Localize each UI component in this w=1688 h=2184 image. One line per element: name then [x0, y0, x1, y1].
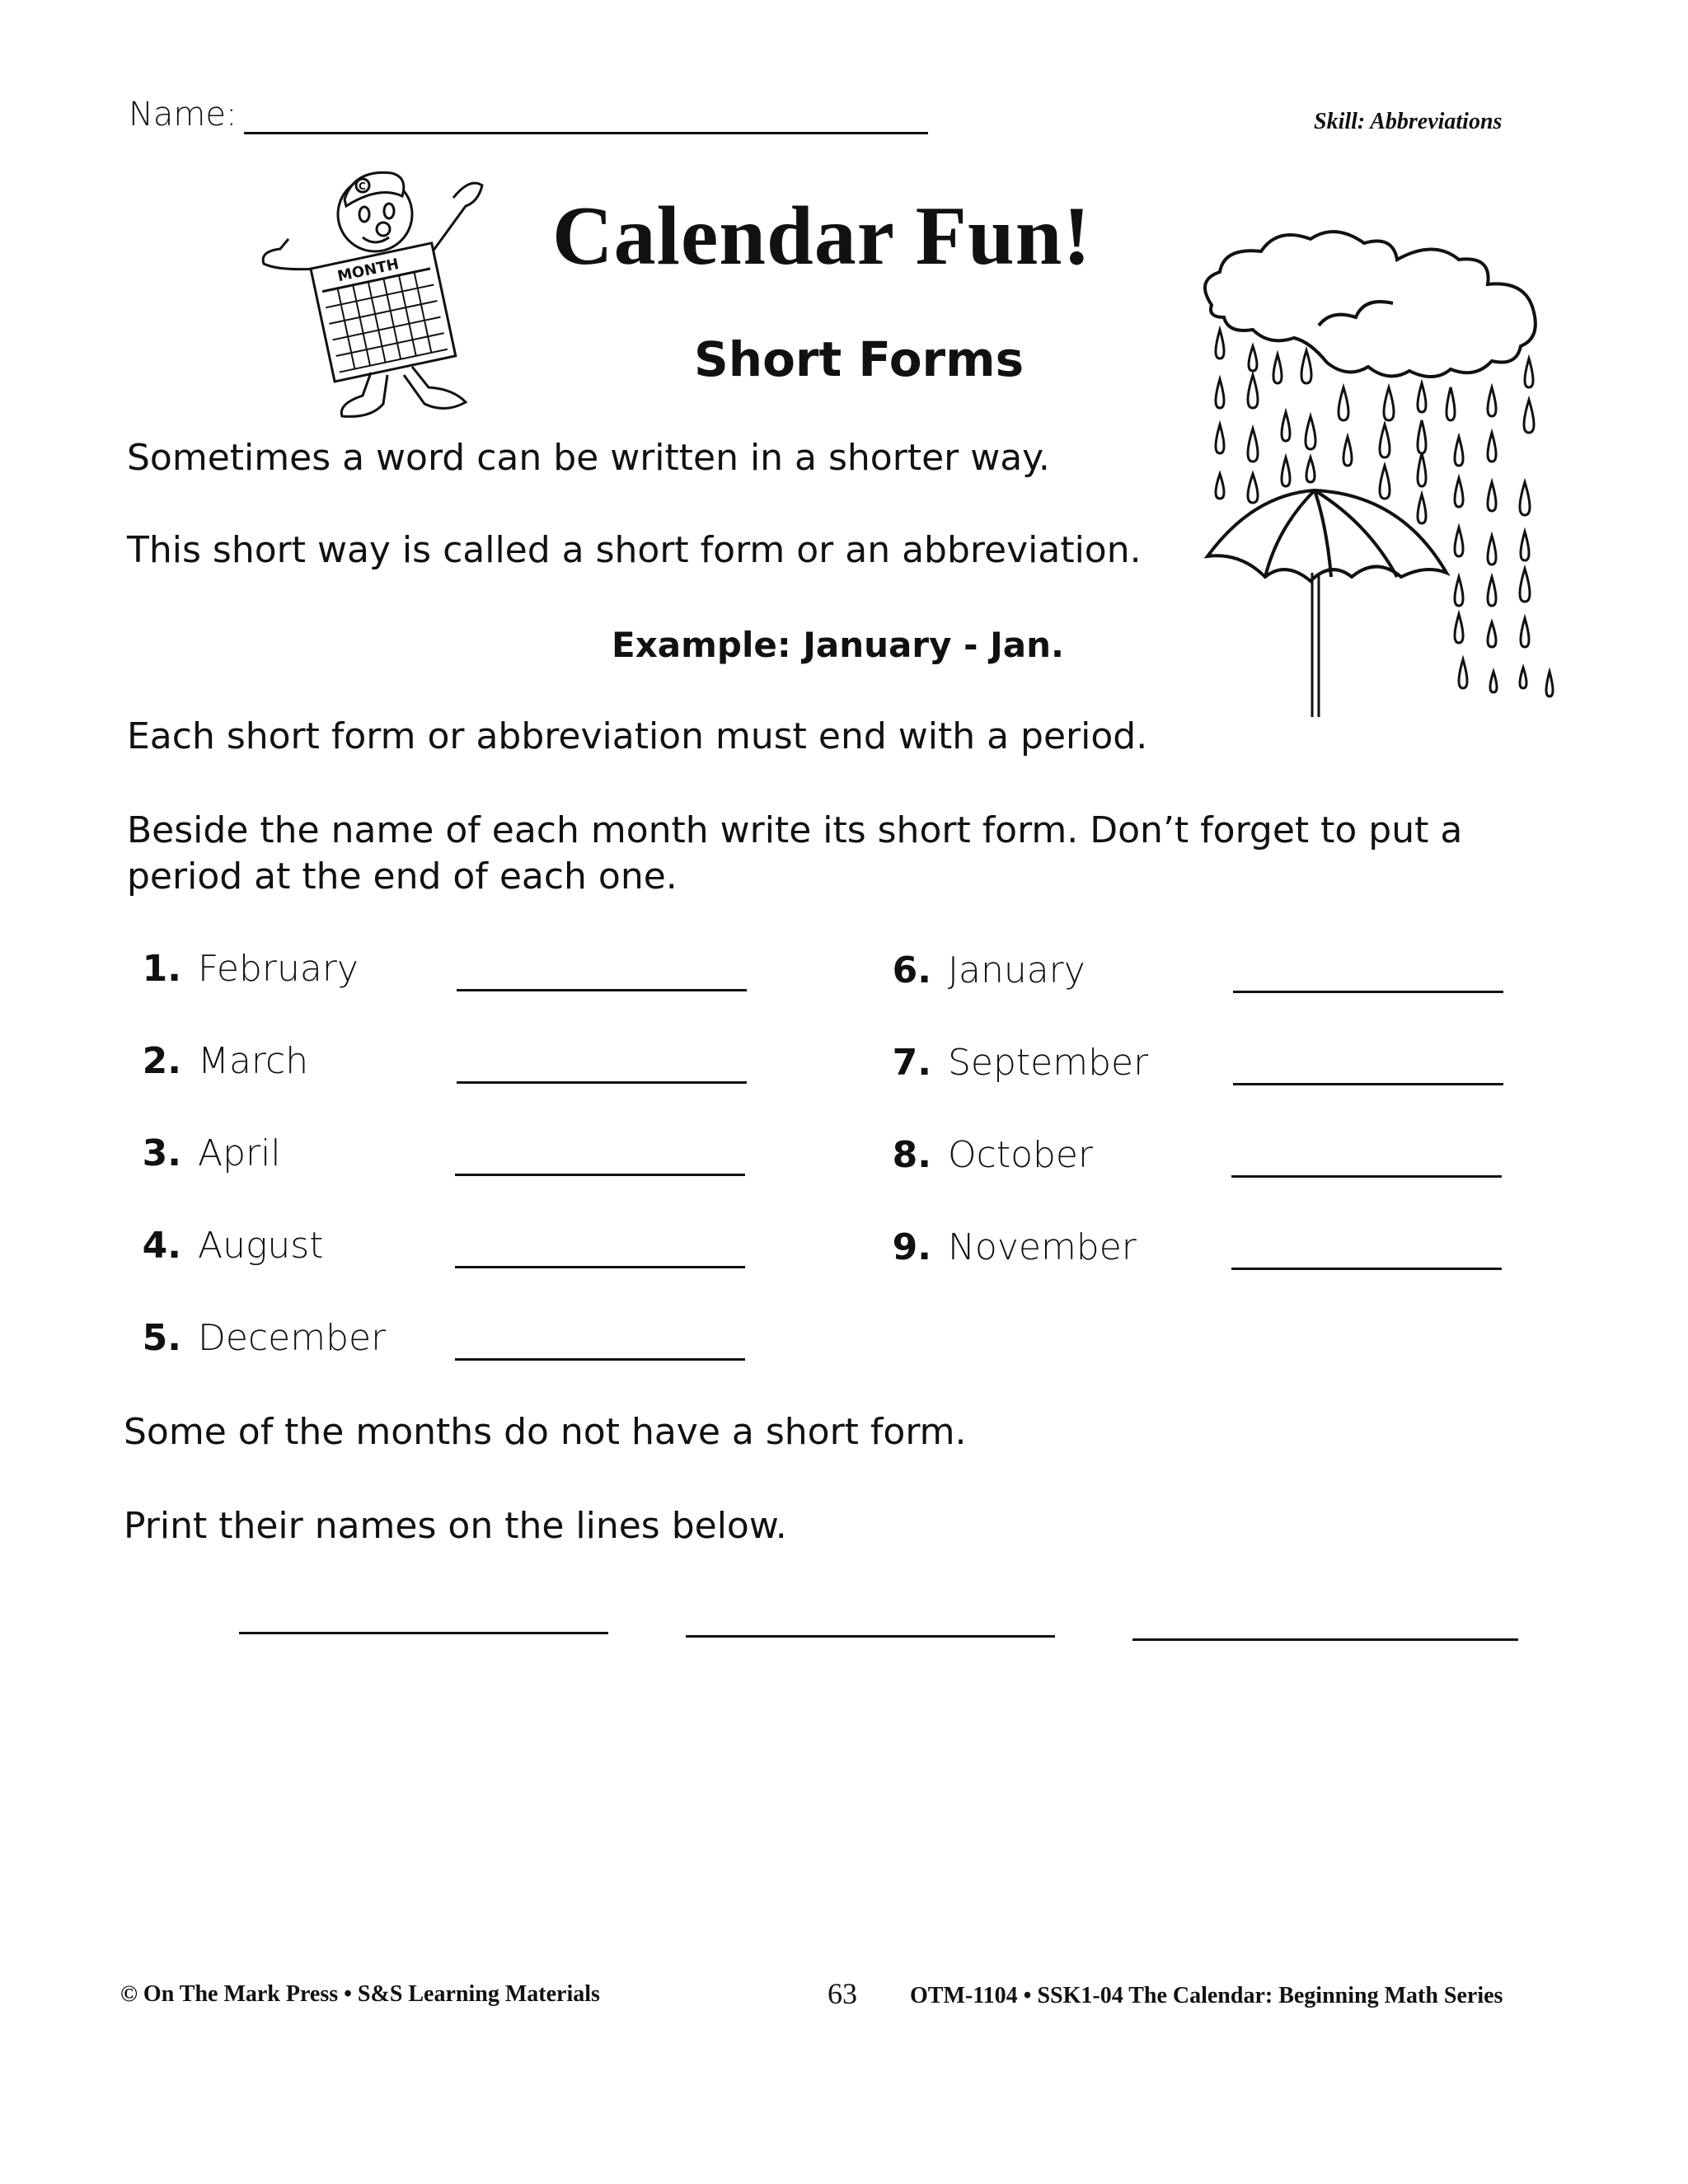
intro-paragraph-2: This short way is called a short form or an abbreviation.: [127, 529, 1142, 571]
exercise-item-8: [874, 1134, 1093, 1176]
month-name: August: [198, 1225, 324, 1267]
answer-line-6[interactable]: [1233, 991, 1503, 993]
answer-line-7[interactable]: [1233, 1083, 1503, 1085]
item-number: 6.: [892, 949, 931, 991]
answer-line-9[interactable]: [1231, 1268, 1502, 1270]
blank-line-1[interactable]: [239, 1632, 608, 1634]
month-name: September: [948, 1042, 1149, 1084]
month-name: January: [948, 949, 1085, 991]
item-number: 9.: [892, 1226, 931, 1268]
name-label: Name:: [129, 96, 237, 134]
intro-paragraph-3: Each short form or abbreviation must end with a period.: [127, 715, 1148, 757]
item-number: 3.: [142, 1132, 181, 1174]
exercise-item-5: [124, 1317, 386, 1359]
name-field[interactable]: [244, 132, 928, 134]
month-name: April: [198, 1132, 281, 1174]
blank-line-3[interactable]: [1132, 1638, 1518, 1641]
month-name: March: [198, 1040, 309, 1082]
svg-text:C: C: [359, 180, 366, 192]
month-name: October: [948, 1134, 1094, 1176]
intro-paragraph-1: Sometimes a word can be written in a shorter way.: [127, 437, 1050, 479]
item-number: 7.: [892, 1042, 931, 1084]
skill-label: Skill: Abbreviations: [1314, 109, 1503, 134]
calendar-mascot-illustration: [231, 157, 511, 420]
item-number: 8.: [892, 1134, 931, 1176]
rain-umbrella-illustration: [1187, 223, 1566, 725]
month-name: November: [948, 1226, 1137, 1268]
answer-line-1[interactable]: [457, 989, 747, 991]
exercise-item-7: [874, 1042, 1148, 1084]
answer-line-5[interactable]: [455, 1358, 745, 1361]
month-name: February: [198, 948, 359, 990]
page-title: Calendar Fun!: [552, 190, 1092, 283]
exercise-item-4: [124, 1225, 323, 1267]
exercise-item-9: [874, 1226, 1137, 1268]
example-text: Example: January - Jan.: [612, 625, 1064, 665]
svg-text:MONTH: MONTH: [335, 255, 401, 286]
item-number: 1.: [142, 948, 181, 990]
instructions-paragraph: Beside the name of each month write its short form. Don’t forget to put a period at the end of each one.: [127, 809, 1463, 898]
answer-line-8[interactable]: [1231, 1175, 1502, 1178]
footer-series: OTM-1104 • SSK1-04 The Calendar: Beginning Math Series: [910, 1983, 1503, 2008]
page-number: 63: [828, 1977, 857, 2010]
followup-paragraph-1: Some of the months do not have a short form.: [124, 1411, 967, 1453]
answer-line-4[interactable]: [455, 1266, 745, 1268]
page-subtitle: Short Forms: [694, 331, 1025, 387]
exercise-item-3: [124, 1132, 281, 1174]
item-number: 5.: [142, 1317, 181, 1359]
answer-line-2[interactable]: [457, 1081, 747, 1084]
item-number: 4.: [142, 1225, 181, 1267]
exercise-item-6: [874, 949, 1085, 991]
item-number: 2.: [142, 1040, 181, 1082]
exercise-item-2: [124, 1040, 308, 1082]
month-name: December: [198, 1317, 387, 1359]
footer-copyright: © On The Mark Press • S&S Learning Materials: [120, 1981, 600, 2007]
answer-line-3[interactable]: [455, 1174, 745, 1176]
followup-paragraph-2: Print their names on the lines below.: [124, 1505, 787, 1547]
blank-line-2[interactable]: [686, 1635, 1055, 1638]
exercise-item-1: [124, 948, 359, 990]
